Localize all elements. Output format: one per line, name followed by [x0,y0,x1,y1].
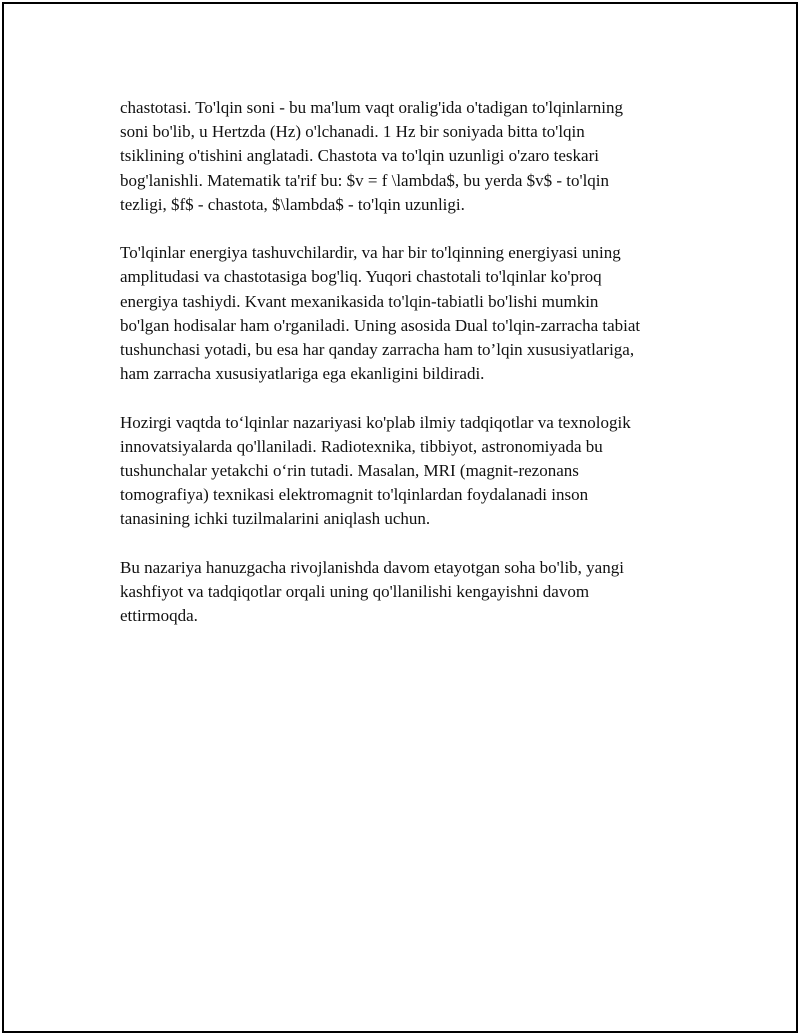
document-body [120,96,680,653]
paragraph-4: Bu nazariya hanuzgacha rivojlanishda davom etayotgan soha bo'lib, yangi kashfiyot va tadqiqotlar orqali uning qo'llanilishi kengayishni davom ettirmoqda. [120,557,624,626]
paragraph-1: chastotasi. To'lqin soni - bu ma'lum vaqt oralig'ida o'tadigan to'lqinlarning soni bo'lib, u Hertzda (Hz) o'lchanadi. 1 Hz bir soniyada bitta to'lqin tsiklining o'tishini anglatadi. Chastota va to'lqin uzunligi o'zaro teskari bog'lanishli. Matematik ta'rif bu: $v = f \lambda$, bu yerda $v$ - to'lqin tezligi, $f$ - chastota, $\lambda$ - to'lqin uzunligi. [120,98,623,214]
paragraph-3: Hozirgi vaqtda to‘lqinlar nazariyasi ko'plab ilmiy tadqiqotlar va texnologik innovatsiyalarda qo'llaniladi. Radiotexnika, tibbiyot, astronomiyada bu tushunchalar yetakchi o‘rin tutadi. Masalan, MRI (magnit-rezonans tomografiya) texnikasi elektromagnit to'lqinlardan foydalanadi inson tanasining ichki tuzilmalarini aniqlash uchun. [120,412,631,529]
paragraph-2: To'lqinlar energiya tashuvchilardir, va har bir to'lqinning energiyasi uning amplitudasi va chastotasiga bog'liq. Yuqori chastotali to'lqinlar ko'proq energiya tashiydi. Kvant mexanikasida to'lqin-tabiatli bo'lishi mumkin bo'lgan hodisalar ham o'rganiladi. Uning asosida Dual to'lqin-zarracha tabiat tushunchasi yotadi, bu esa har qanday zarracha ham to’lqin xususiyatlariga, ham zarracha xususiyatlariga ega ekanligini bildiradi. [120,243,641,384]
document-page [2,2,798,1033]
